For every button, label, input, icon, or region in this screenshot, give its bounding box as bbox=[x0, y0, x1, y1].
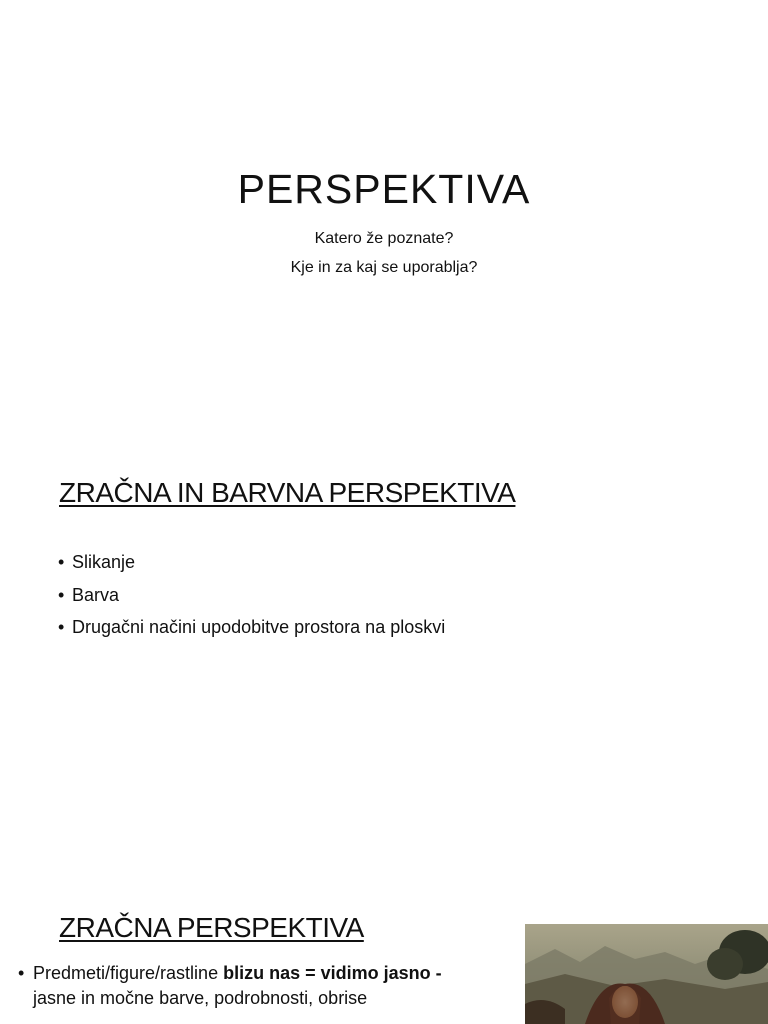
painting-illustration bbox=[525, 924, 768, 1024]
list-item-text: Barva bbox=[72, 584, 120, 605]
slide-aerial-color-perspective bbox=[0, 432, 768, 864]
slide-heading: ZRAČNA IN BARVNA PERSPEKTIVA bbox=[59, 477, 516, 508]
slide-aerial-perspective bbox=[0, 864, 768, 1024]
list-item-text: Slikanje bbox=[72, 552, 136, 572]
bullet-marker: • bbox=[18, 963, 25, 983]
slide-title-heading: PERSPEKTIVA bbox=[237, 166, 531, 212]
bullet-list bbox=[58, 546, 445, 644]
slide-subtitle-question-2: Kje in za kaj se uporablja? bbox=[290, 259, 478, 276]
list-item-text: Drugačni načini upodobitve prostora na ploskvi bbox=[72, 617, 446, 637]
bullet-text: Predmeti/figure/rastline bbox=[33, 963, 224, 983]
list-item bbox=[58, 546, 445, 579]
bullet-marker: • bbox=[58, 552, 65, 572]
bullet-bold-text: blizu nas = vidimo jasno - bbox=[223, 963, 442, 983]
list-item bbox=[58, 579, 445, 612]
bullet-point bbox=[18, 961, 498, 1011]
painting-image bbox=[525, 924, 768, 1024]
bullet-marker: • bbox=[58, 617, 65, 637]
slide-title bbox=[0, 0, 768, 432]
slide-heading: ZRAČNA PERSPEKTIVA bbox=[59, 912, 364, 943]
bullet-marker: • bbox=[58, 584, 65, 605]
list-item bbox=[58, 611, 445, 644]
bullet-text-continued: jasne in močne barve, podrobnosti, obrise bbox=[33, 988, 368, 1008]
slide-subtitle-question-1: Katero že poznate? bbox=[314, 230, 454, 247]
